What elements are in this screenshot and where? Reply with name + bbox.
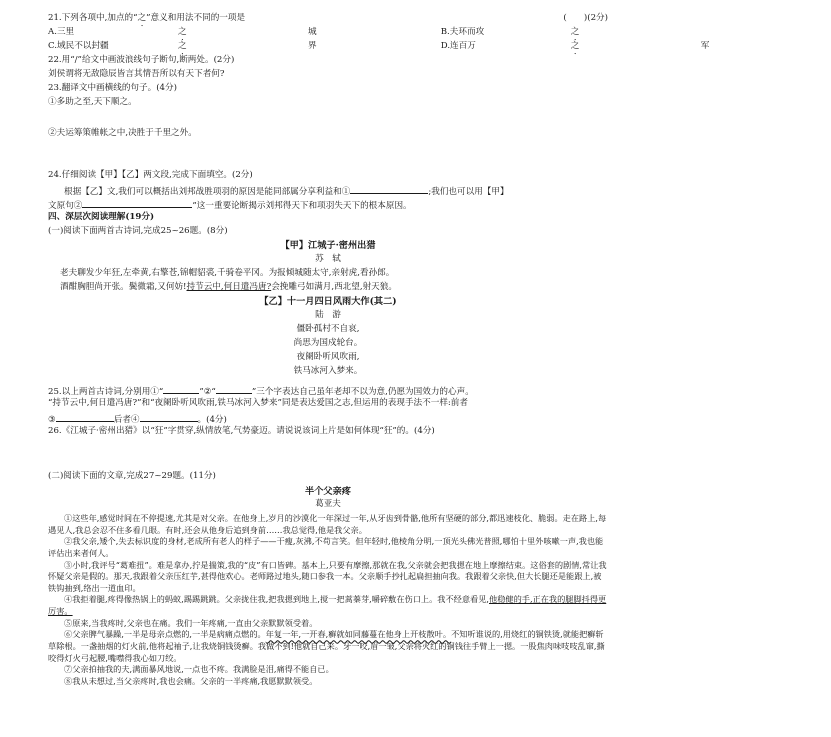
q22-stem: 22.用“/”给文中画波浪线句子断句,断两处。(2分) bbox=[48, 55, 235, 65]
poem-b-line: 铁马冰河入梦来。 bbox=[293, 366, 363, 376]
poem-b-title: 【乙】十一月四日风雨大作(其二) bbox=[259, 296, 397, 307]
essay-paragraph: ③小时,我评号“葛难扭”。难是拿办,拧是揣策,我的“皮”有口皆碑。基本上,只要有摩擦,那就在我,父亲就会把我摁在地上摩擦结束。这俗套的剧情,常让我怀疑父亲是假的。那天,我跟着父亲压红芋,甚得他欢心。老师路过地头,随口参我一本。父亲顺手抄扎起扁担抽向我。我跟着父亲快,但大长腿还是能跟上,被铁钩抽到,络出一道血印。 bbox=[48, 559, 607, 593]
q23-sentence-2: ②夫运筹策帷帐之中,决胜于千里之外。 bbox=[48, 128, 197, 138]
q21-stem: 21.下列各项中,加点的“之”意义和用法不同的一项是 ( )(2分) bbox=[48, 13, 608, 23]
essay-paragraph: ⑤原来,当我疼时,父亲也在痛。我们一年疼痛,一直由父亲默默领受着。 bbox=[64, 617, 318, 628]
essay-body bbox=[48, 513, 608, 688]
q21-options-row2 bbox=[48, 41, 710, 56]
q24-blank-2[interactable] bbox=[82, 198, 192, 208]
essay-paragraph: ④我拒着腿,疼得像热锅上的蚂蚁,踢踢跳跳。父亲拢住我,把我摁到地上,搅一把蒿蓁芽,嚼碎敷在伤口上。我不经意看见,他稳健的手,正在我的腿脚抖得更厉害。 bbox=[48, 594, 607, 617]
q26-stem: 26.《江城子·密州出猎》以“狂”字贯穿,纵情放笔,气势豪迈。请说说该词上片是如何体现“狂”的。(4分) bbox=[48, 426, 435, 436]
q21-option-b: B.夫环而攻 之 bbox=[440, 27, 580, 37]
q24-blank-1[interactable] bbox=[350, 184, 428, 194]
q22-sentence: 刘侯谓将无敌隐辰皆言其情吾所以有天下者何? bbox=[48, 69, 225, 79]
poem-b-author: 陆 游 bbox=[315, 310, 341, 320]
q25-line-2: “持节云中,何日遣冯唐?”和“夜阑卧听风吹雨,铁马冰河入梦来”同是表达爱国之志,但运用的表现手法不一样:前者 bbox=[48, 398, 468, 408]
poem-a-title: 【甲】江城子·密州出猎 bbox=[280, 240, 376, 251]
q23-sentence-1: ①多助之至,天下顺之。 bbox=[48, 97, 137, 107]
q21-options-row1 bbox=[48, 27, 608, 42]
poem-b-line: 尚思为国戍轮台。 bbox=[293, 338, 363, 348]
q24-line-2: 文原句② ”这一重要论断揭示刘邦得天下和项羽失天下的根本原因。 bbox=[48, 198, 608, 212]
q25-blank-4[interactable] bbox=[140, 412, 198, 422]
essay-paragraph: ⑧我从未想过,当父亲疼时,我也会痛。父亲的一半疼痛,我愿默默领受。 bbox=[64, 675, 318, 686]
essay-paragraph: ⑥父亲脾气暴躁,一半是母亲点燃的,一半是病痛点燃的。年复一年,一开春,癣就如同藤蔓在他身上开枝散叶。不知听谁说的,用烧红的铜铁烫,就能把癣斩草除根。一盏抽烟的灯火前,他将起袖子,让我烧铜钱烫癣。我做不到!他就自己来。牙一咬,眉一皱,父亲将火红的铜钱往手臂上一摁。一股焦肉味吱吱乱窜,撕咬得灯火弓起腰,嘴噤得我心如刀绞。 bbox=[48, 629, 605, 663]
section-4-title: 四、深层次阅读理解(19分) bbox=[48, 212, 155, 222]
section-4-sub-1: (一)阅读下面两首古诗词,完成25~26题。(8分) bbox=[48, 226, 228, 236]
essay-paragraph: ②我父亲,矮个,失去标识度的身材,老成所有老人的样子——干瘦,灰沸,不苟言笑。但年轻时,他棱角分明,一顶光头佛光普照,哪怕十里外咳嗽一声,我也能评估出来者何人。 bbox=[48, 536, 604, 558]
q21-option-a: A.三里 之 城 bbox=[48, 27, 317, 37]
essay-paragraph: ⑦父亲拍抽我的夫,满面暴风地说,一点也不疼。我满脸是泪,痛得不能自已。 bbox=[64, 664, 334, 675]
poem-a-underlined: 持节云中,何日遣冯唐? bbox=[186, 282, 272, 292]
q25-blank-2[interactable] bbox=[216, 384, 252, 394]
q24-stem: 24.仔细阅读【甲】【乙】两文段,完成下面填空。(2分) bbox=[48, 170, 253, 180]
poem-a-author: 苏 轼 bbox=[315, 254, 341, 264]
poem-a-line-2: 酒酣胸胆尚开张。鬓微霜,又何妨!持节云中,何日遣冯唐?会挽雕弓如满月,西北望,射天狼。 bbox=[60, 282, 397, 292]
essay-title: 半个父亲疼 bbox=[305, 486, 351, 497]
q23-stem: 23.翻译文中画横线的句子。(4分) bbox=[48, 83, 177, 93]
poem-a-line-1: 老夫聊发少年狂,左牵黄,右擎苍,锦帽貂裘,千骑卷平冈。为报倾城随太守,亲射虎,看孙郎。 bbox=[60, 268, 395, 278]
q25-blank-1[interactable] bbox=[163, 384, 199, 394]
essay-underlined: 他稳健的手,正在我的腿脚抖得更厉害。 bbox=[48, 594, 607, 617]
q24-line-1: 根据【乙】文,我们可以概括出刘邦战胜项羽的原因是能同部属分享利益和① ;我们也可以用【甲】 bbox=[48, 184, 608, 198]
q25-line-1: 25.以上两首古诗词,分别用①“ ”②“ ”三个字表达自己虽年老却不以为意,仍愿为国效力的心声。 bbox=[48, 384, 608, 398]
part2-intro: (二)阅读下面的文章,完成27~29题。(11分) bbox=[48, 471, 216, 481]
essay-paragraph: ①这些年,感觉时间在不停提速,尤其是对父亲。在他身上,岁月的沙漠化一年深过一年,从牙齿到骨骼,他所有坚硬的部分,都迅速枝化、脆弱。走在路上,每遇见人,我总会忍不住多看几眼。有时,还会从他身后追到身前……我总觉得,他是我父亲。 bbox=[48, 513, 607, 535]
q25-line-3: ③ 后者④ 。(4分) bbox=[48, 412, 608, 426]
poem-b-line: 夜阑卧听风吹雨, bbox=[296, 352, 360, 362]
essay-wavy-underlined: 年复一年,一开春,癣就如同藤蔓在他身上开枝散叶。 bbox=[265, 629, 452, 640]
essay-author: 葛亚夫 bbox=[315, 499, 341, 509]
q25-blank-3[interactable] bbox=[56, 412, 114, 422]
q21-option-d: D.连百万 之 军 bbox=[440, 41, 710, 51]
q21-option-c: C.域民不以封疆 之 界 bbox=[48, 41, 317, 51]
poem-b-line: 僵卧孤村不自哀, bbox=[296, 324, 360, 334]
q21-score: ( )(2分) bbox=[563, 13, 608, 23]
